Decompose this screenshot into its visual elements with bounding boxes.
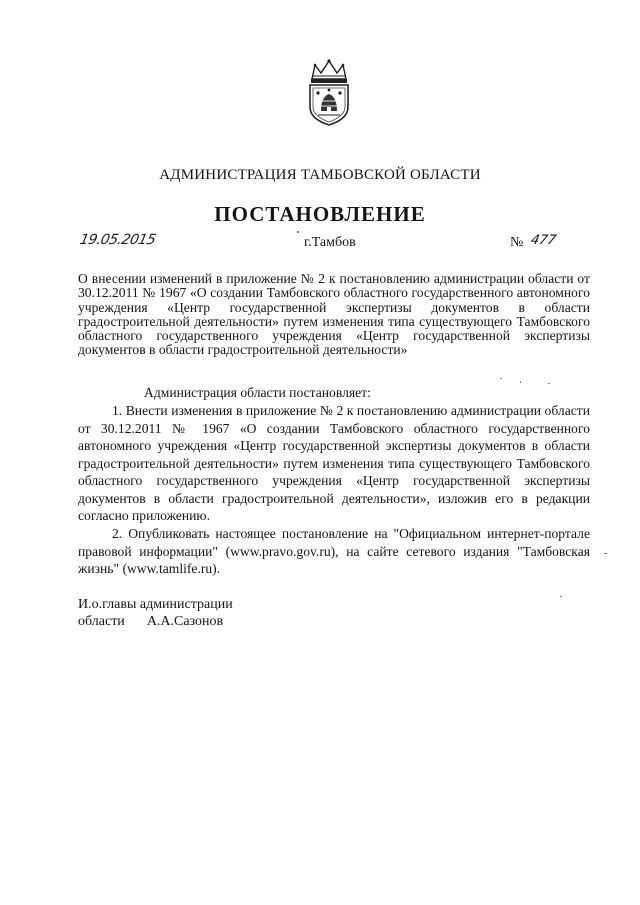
city-label: г.Тамбов: [304, 235, 356, 250]
signatory-title: И.о.главы администрации: [78, 597, 233, 612]
signatory-name: А.А.Сазонов: [146, 614, 224, 629]
signatory-title-2: области: [78, 614, 125, 629]
scan-speck: [297, 231, 299, 233]
handwritten-date: 19.05.2015: [78, 232, 157, 248]
scan-speck: [500, 378, 502, 379]
scan-speck: [520, 381, 521, 383]
scan-speck: [560, 596, 562, 597]
organization-name: АДМИНИСТРАЦИЯ ТАМБОВСКОЙ ОБЛАСТИ: [159, 167, 481, 183]
number-label: №: [510, 235, 524, 250]
signature-block: [78, 596, 233, 630]
coat-of-arms-emblem: [304, 57, 354, 127]
resolution-item-2: 2. Опубликовать настоящее постановление на "Официальном интернет-портале правовой информации" (www.pravo.gov.ru), на сайте сетевого издания "Тамбовская жизнь" (www.tamlife.ru).: [78, 526, 590, 576]
resolution-item-1: 1. Внести изменения в приложение № 2 к постановлению администрации области от 30.12.2011 № 1967 «О создании Тамбовского областного государственного автономного учреждения «Центр государственной экспертизы документов в области градостроительной деятельности» путем изменения типа существующего Тамбовского областного государственного учреждения «Центр государственной экспертизы документов в области градостроительной деятельности», изложив его в редакции согласно приложению.: [78, 403, 590, 523]
document-subject: О внесении изменений в приложение № 2 к постановлению администрации области от 30.12.2011 № 1967 «О создании Тамбовского областного государственного автономного учреждения «Центр государственной экспертизы документов в области градостроительной деятельности» путем изменения типа существующего Тамбовского областного государственного учреждения «Центр государственной экспертизы документов в области градостроительной деятельности»: [78, 271, 590, 358]
document-type-title: ПОСТАНОВЛЕНИЕ: [214, 202, 426, 226]
scan-speck: [548, 383, 550, 384]
scan-speck: [604, 553, 607, 554]
resolution-intro: Администрация области постановляет:: [144, 385, 371, 400]
handwritten-number: 477: [529, 233, 558, 248]
